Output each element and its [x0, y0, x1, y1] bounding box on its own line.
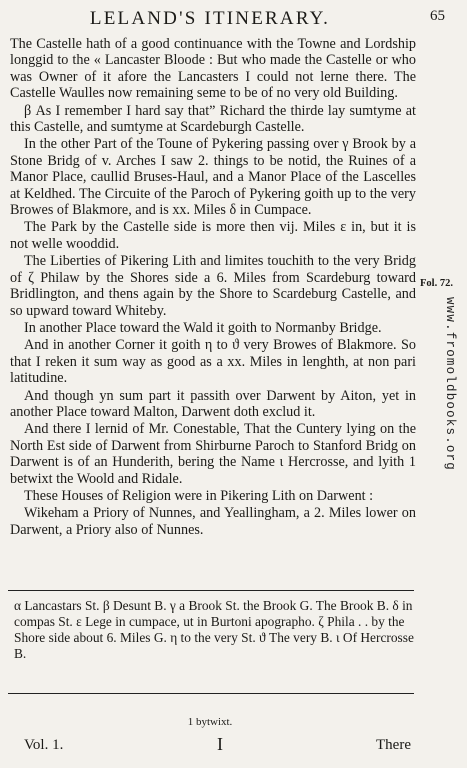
- paragraph-7: And in another Corner it goith η to ϑ very Browes of Blakmore. So that I reken it sum way as good as a xx. Miles in lenghth, at non pari latitudine.: [10, 337, 416, 387]
- margin-note-folio: Fol. 72.: [420, 278, 453, 289]
- paragraph-8: And though yn sum part it passith over Darwent by Aiton, yet in another Place toward Malton, Darwent doth exclud it.: [10, 387, 416, 420]
- paragraph-9: And there I lernid of Mr. Conestable, That the Cuntery lying on the North Est side of Darwent from Shirburne Paroch to Stanford Bridg on Darwent is of an Hunderith, bering the Name ι Hercrosse, and lyith 1 betwixt the Woold and Ridale.: [10, 421, 416, 487]
- page-number: 65: [430, 8, 445, 24]
- paragraph-4: The Park by the Castelle side is more then vij. Miles ε in, but it is not welle wooddid.: [10, 219, 416, 252]
- catchword: There: [376, 737, 411, 753]
- paragraph-2: β As I remember I hard say that” Richard the thirde lay sumtyme at this Castelle, and sumtyme at Scardeburgh Castelle.: [10, 102, 416, 136]
- main-text: [10, 36, 416, 539]
- signature-mark: I: [217, 734, 223, 754]
- volume-label: Vol. 1.: [24, 737, 64, 753]
- watermark-text: www.fromoldbooks.org: [443, 296, 458, 472]
- paragraph-3: In the other Part of the Toune of Pykering passing over γ Brook by a Stone Bridg of v. Arches I saw 2. things to be notid, the Ruines of a Manor Place, caullid Bruses-Haul, and a Manor Place of the Lascelles at Keldhed. The Circuite of the Paroch of Pykering goith up to the very Browes of Blakmore, and is xx. Miles δ in Cumpace.: [10, 136, 416, 219]
- paragraph-5: The Liberties of Pikering Lith and limites touchith to the very Bridg of ζ Philaw by the Shores side a 6. Miles from Scardeburg toward Bridlington, and thens again by the Shore to Scardeburg Castelle, and so upward toward Whiteby.: [10, 253, 416, 319]
- running-header-title: LELAND'S ITINERARY.: [89, 8, 331, 29]
- notes-bottom-rule: [8, 693, 414, 694]
- watermark-strip: [434, 0, 467, 768]
- footnote: 1 bytwixt.: [187, 716, 233, 728]
- paragraph-1: The Castelle hath of a good continuance with the Towne and Lordship longgid to the « Lancaster Bloode : But who made the Castelle or who was Owner of it afore the Lancasters I could not lerne there. The Castelle Waulles now remaining seme to be of no very old Building.: [10, 36, 416, 102]
- paragraph-11: Wikeham a Priory of Nunnes, and Yeallingham, a 2. Miles lower on Darwent, a Priory also of Nunnes.: [10, 505, 416, 538]
- notes-top-rule: [8, 590, 414, 591]
- paragraph-6: In another Place toward the Wald it goith to Normanby Bridge.: [24, 319, 382, 336]
- paragraph-10: These Houses of Religion were in Pikering Lith on Darwent :: [24, 487, 374, 504]
- critical-notes: α Lancastars St. β Desunt B. γ a Brook St. the Brook G. The Brook B. δ in compas St. ε Lege in cumpace, ut in Burtoni apographo. ζ Phila . . by the Shore side about 6. Miles G. η to the very St. ϑ The very B. ι Of Hercrosse B.: [14, 598, 414, 661]
